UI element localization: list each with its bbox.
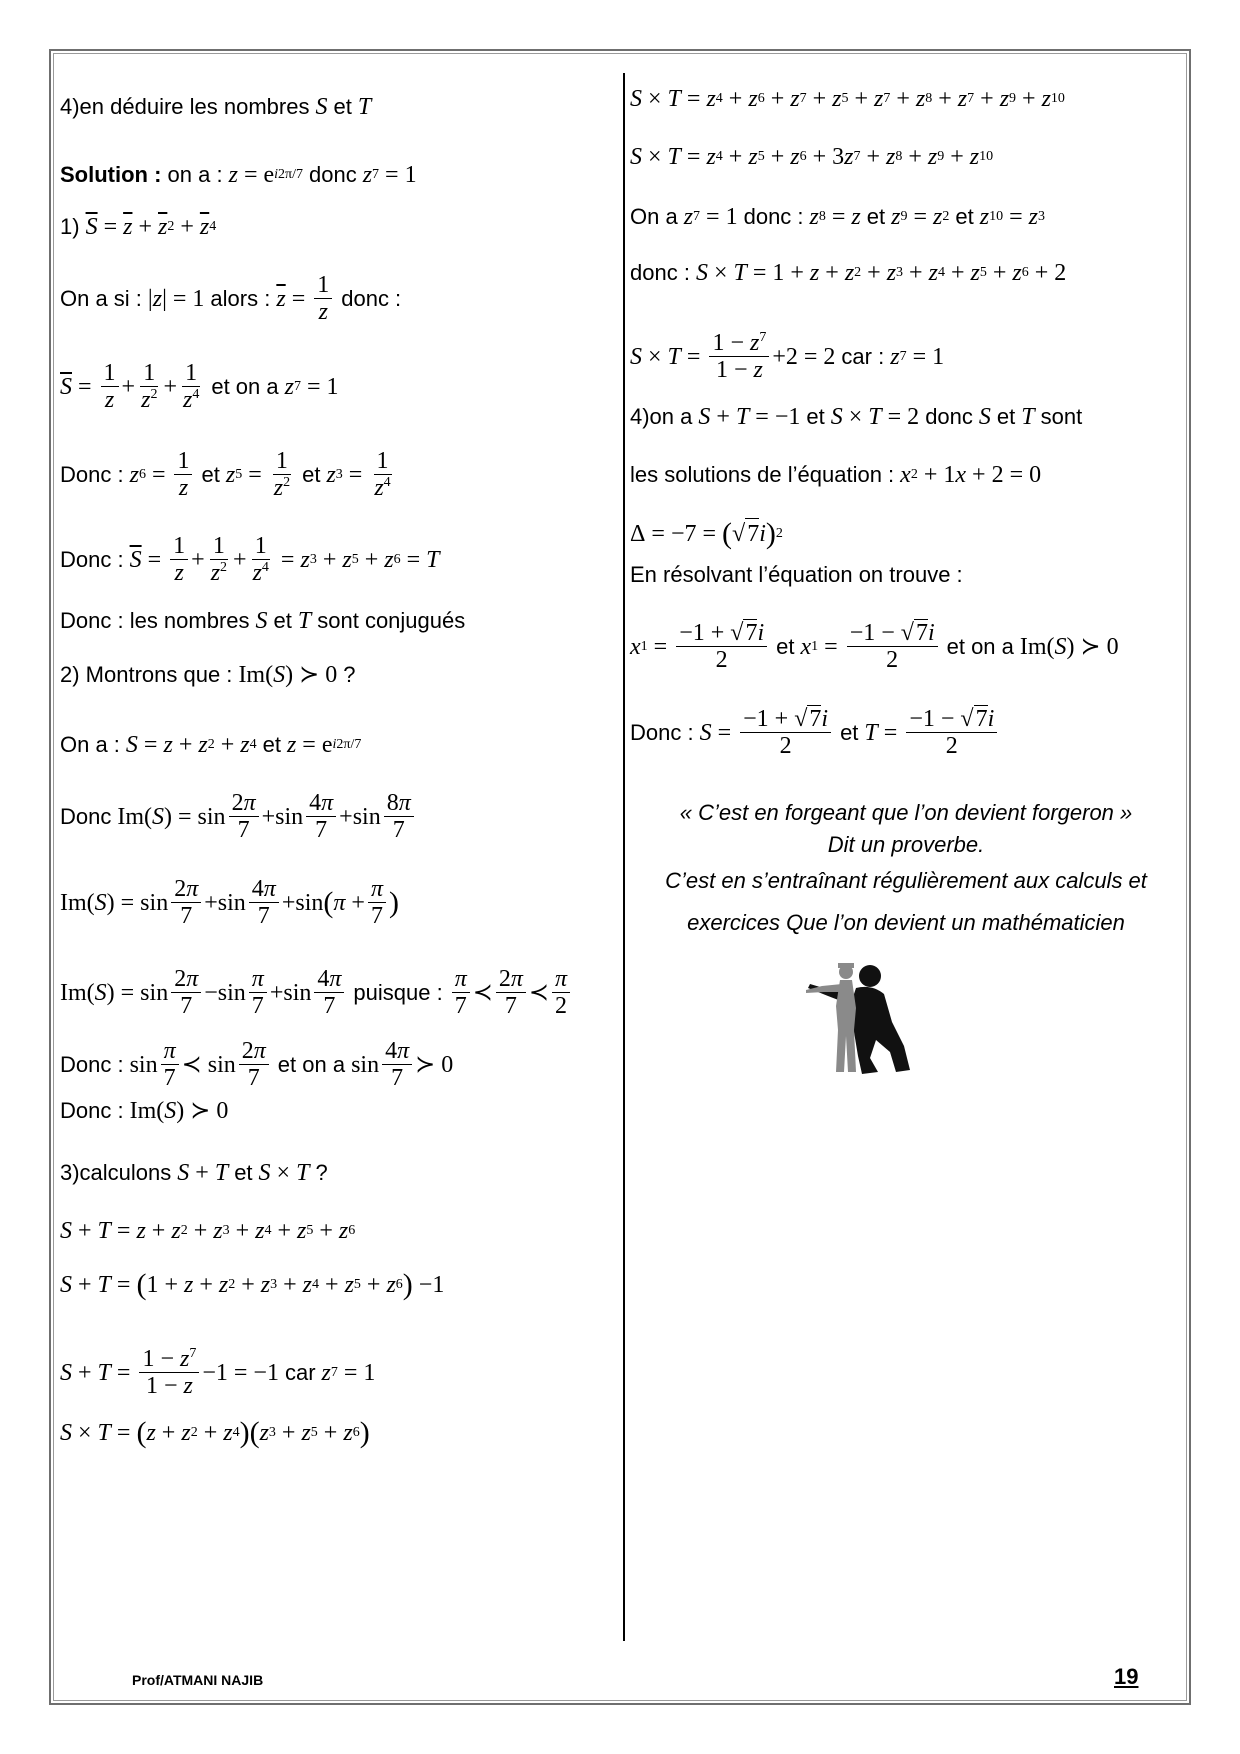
- im-s-line-3: Im( S ) = sin $\frac{2\pi}{7}$ −sin $\frac{\pi}{7}$ +sin $\frac{4\pi}{7}$ puisque : $\frac{\pi}{7}$ ≺ $\frac{2\pi}{7}$ ≺ $\frac{\pi}{2}$: [60, 966, 573, 1019]
- product-line-2: S × T = z 4 + z 6 + z 7 + z 5 + z 7 + z 8 + z 7 + z 9 + z 10: [630, 86, 1065, 112]
- quote-line-2: Dit un proverbe.: [827, 832, 985, 857]
- powers-line: Donc : z 6 = $\frac{1}{z}$ et z 5 = $\frac{1}{z^2}$ et z 3 = $\frac{1}{z^4}$: [60, 448, 391, 501]
- im-s-line-1: Donc Im( S ) = sin $\frac{2\pi}{7}$ +sin $\frac{4\pi}{7}$ +sin $\frac{8\pi}{7}$: [60, 790, 423, 843]
- teacher-child-silhouette-icon: [800, 960, 920, 1080]
- final-line: Donc : S = $\frac{-1 + √7i}{2}$ et T = $\frac{-1 - √7i}{2}$: [630, 706, 1006, 759]
- question-3: 3)calculons S + T et S × T ?: [60, 1160, 328, 1186]
- sum-line-3: S + T = $\frac{1 - z^7}{1 - z}$ −1 = −1 car z 7 = 1: [60, 1346, 376, 1399]
- reduction-line: On a z 7 = 1 donc : z 8 = z et z 9 = z 2 et z 10 = z 3: [630, 204, 1045, 230]
- product-line-4: donc : S × T = 1 + z + z 2 + z 3 + z 4 + z 5 + z 6 + 2: [630, 260, 1067, 286]
- question-4: 4)en déduire les nombres S et T: [60, 94, 372, 120]
- sbar-inverse-line: $\overline{S}$ = $\frac{1}{z}$ + $\frac{1}{z^2}$ + $\frac{1}{z^4}$ et on a z 7 = 1: [60, 360, 339, 413]
- sbar-equals-t: Donc : $\overline{S}$ = $\frac{1}{z}$ + $\frac{1}{z^2}$ + $\frac{1}{z^4}$ = z 3 + z 5 + z 6 = T: [60, 533, 440, 586]
- roots-line: x 1 = $\frac{-1 + √7i}{2}$ et x 1 = $\frac{-1 - √7i}{2}$ et on a Im( S ) ≻ 0: [630, 620, 1119, 673]
- product-line-3: S × T = z 4 + z 5 + z 6 + 3 z 7 + z 8 + z 9 + z 10: [630, 144, 994, 170]
- question-2: 2) Montrons que : Im( S ) ≻ 0 ?: [60, 662, 356, 688]
- product-line-1: S × T = ( z + z 2 + z 4 )( z 3 + z 5 + z 6 ): [60, 1416, 370, 1449]
- sum-line-1: S + T = z + z 2 + z 3 + z 4 + z 5 + z 6: [60, 1218, 356, 1244]
- page-number: 19: [1114, 1664, 1139, 1689]
- quote-line-1: « C’est en forgeant que l’on devient forgeron »: [679, 800, 1133, 825]
- quote-line-3: C’est en s’entraînant régulièrement aux calculs et: [665, 868, 1147, 893]
- conjugate-line: Donc : les nombres S et T sont conjugués: [60, 608, 466, 634]
- im-positive-line: Donc : Im( S ) ≻ 0: [60, 1098, 229, 1124]
- solution-line: Solution : on a : z = e i2π/7 donc z 7 = 1: [60, 162, 417, 188]
- s-definition: On a : S = z + z 2 + z 4 et z = e i2π/7: [60, 732, 362, 758]
- sum-line-2: S + T = ( 1 + z + z 2 + z 3 + z 4 + z 5 + z 6 ) −1: [60, 1268, 445, 1301]
- discriminant-line: Δ = −7 = ( √ 7 i ) 2: [630, 516, 783, 550]
- resolve-line: En résolvant l’équation on trouve :: [630, 562, 963, 587]
- modulus-line: On a si : | z | = 1 alors : $\overline{z}$ = $\frac{1}{z}$ donc :: [60, 272, 402, 325]
- sin-compare-line: Donc : sin $\frac{\pi}{7}$ ≺ sin $\frac{2\pi}{7}$ et on a sin $\frac{4\pi}{7}$ ≻ 0: [60, 1038, 454, 1091]
- product-line-5: S × T = $\frac{1 - z^7}{1 - z}$ +2 = 2 car : z 7 = 1: [630, 330, 945, 383]
- part-4-line: 4)on a S + T = −1 et S × T = 2 donc S et T sont: [630, 404, 1083, 430]
- im-s-line-2: Im( S ) = sin $\frac{2\pi}{7}$ +sin $\frac{4\pi}{7}$ +sin ( π + $\frac{\pi}{7}$ ): [60, 876, 399, 929]
- quote-line-4: exercices Que l’on devient un mathématicien: [687, 910, 1125, 935]
- column-divider: [623, 73, 625, 1641]
- equation-line: les solutions de l’équation : x 2 + 1 x + 2 = 0: [630, 462, 1042, 488]
- author-footer: Prof/ATMANI NAJIB: [132, 1672, 264, 1688]
- step-1: 1) $\overline{S}$ = $\overline{z}$ + $\overline{z}$ 2 + $\overline{z}$ 4: [60, 214, 217, 240]
